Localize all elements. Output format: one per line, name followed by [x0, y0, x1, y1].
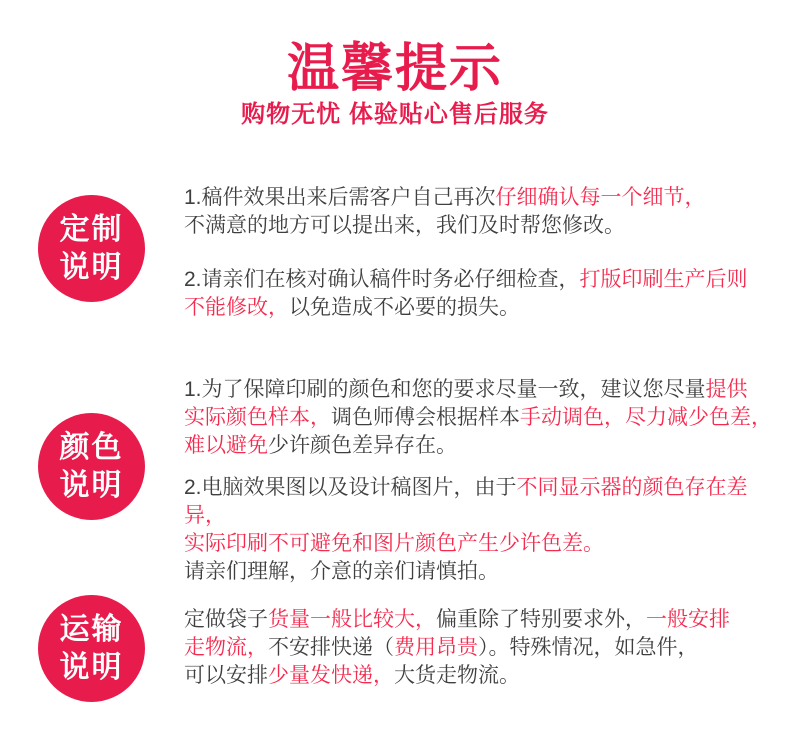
highlighted-text: 一般安排	[646, 608, 730, 631]
shipping-instructions-text	[184, 606, 776, 690]
badge-text-line: 说明	[59, 650, 124, 684]
body-text: 调色师傅会根据样本	[331, 406, 520, 429]
badge-text-line: 运输	[59, 612, 124, 646]
body-text: 不安排快递（	[268, 636, 394, 659]
highlighted-text: 实际印刷不可避免和图片颜色产生少许色差。	[184, 532, 604, 555]
text-paragraph	[184, 184, 776, 240]
body-text: 2.电脑效果图以及设计稿图片，由于	[184, 476, 517, 499]
body-text: ）。特殊情况，如急件，	[478, 636, 699, 659]
body-text: 少许颜色差异存在。	[268, 434, 457, 457]
text-paragraph	[184, 606, 776, 690]
highlighted-text: 手动调色，尽力减少色差，	[520, 406, 772, 429]
shipping-instructions-badge	[38, 595, 145, 702]
body-text: 定做袋子	[184, 608, 268, 631]
highlighted-text: 实际颜色样本，	[184, 406, 331, 429]
page-title: 温馨提示	[286, 40, 503, 98]
body-text: 以免造成不必要的损失。	[289, 296, 520, 319]
body-text: 不满意的地方可以提出来，我们及时帮您修改。	[184, 214, 625, 237]
highlighted-text: 仔细确认每一个细节，	[495, 186, 706, 209]
color-instructions-badge	[38, 413, 145, 520]
badge-text-line: 定制	[59, 212, 124, 246]
highlighted-text: 货量一般比较大，	[268, 608, 436, 631]
body-text: 可以安排	[184, 664, 268, 687]
highlighted-text: 不能修改，	[184, 296, 289, 319]
custom-instructions-text	[184, 184, 776, 322]
body-text: 大货走物流。	[394, 664, 520, 687]
highlighted-text: 提供	[705, 378, 748, 401]
custom-instructions-badge	[38, 195, 145, 302]
highlighted-text: 不同显示器的颜色存在差异，	[184, 476, 748, 527]
body-text: 请亲们理解，介意的亲们请慎拍。	[184, 560, 499, 583]
badge-text-line: 说明	[59, 250, 124, 284]
highlighted-text: 难以避免	[184, 434, 268, 457]
text-paragraph	[184, 474, 776, 586]
highlighted-text: 少量发快递，	[268, 664, 394, 687]
body-text: 2.请亲们在核对确认稿件时务必仔细检查，	[184, 268, 580, 291]
badge-text-line: 说明	[59, 468, 124, 502]
highlighted-text: 费用昂贵	[394, 636, 478, 659]
body-text: 1.为了保障印刷的颜色和您的要求尽量一致，建议您尽量	[184, 378, 706, 401]
highlighted-text: 走物流，	[184, 636, 268, 659]
body-text: 偏重除了特别要求外，	[436, 608, 646, 631]
highlighted-text: 打版印刷生产后则	[579, 268, 748, 291]
text-paragraph	[184, 266, 776, 322]
body-text: 1.稿件效果出来后需客户自己再次	[184, 186, 496, 209]
text-paragraph	[184, 376, 776, 460]
badge-text-line: 颜色	[59, 430, 124, 464]
color-instructions-text	[184, 376, 776, 586]
page-subtitle: 购物无忧 体验贴心售后服务	[241, 101, 549, 128]
